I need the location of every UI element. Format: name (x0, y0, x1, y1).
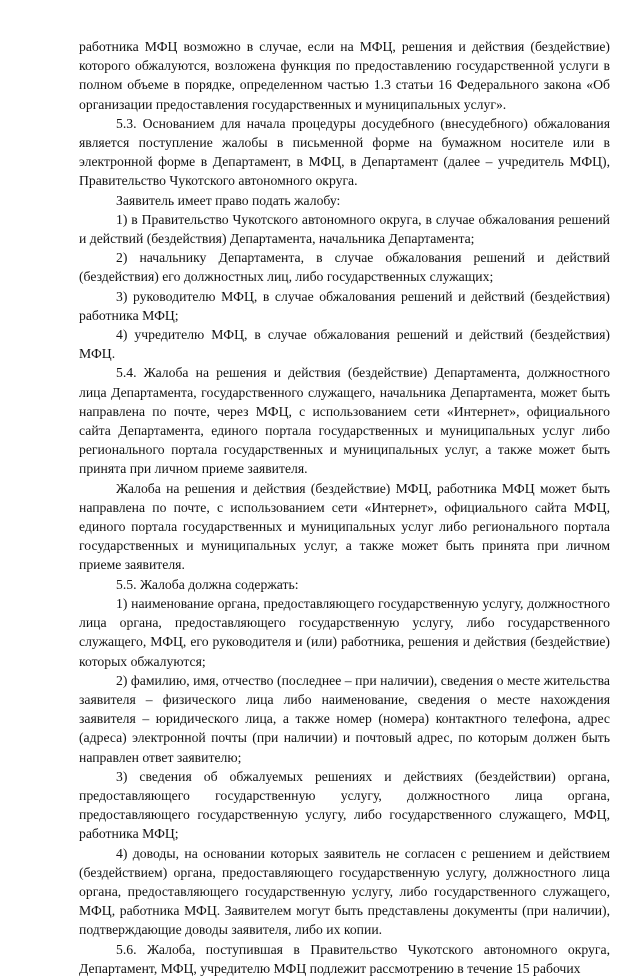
list-item-1-authority-name: 1) наименование органа, предоставляющего государственную услугу, должностного лица органа, предоставляющего государственную услугу, либо государственного служащего, МФЦ, его руководителя и (или) работника, решения и действия (бездействие) которых обжалуются; (79, 595, 610, 669)
list-item-2-applicant-details: 2) фамилию, имя, отчество (последнее – при наличии), сведения о месте жительства заявителя – физического лица либо наименование, сведения о месте нахождения заявителя – юридического лица, а также номер (номера) контактного телефона, адрес (адреса) электронной почты (при наличии) и почтовый адрес, по которым должен быть направлен ответ заявителю; (79, 672, 610, 765)
list-item-2-department-head: 2) начальнику Департамента, в случае обжалования решений и действий (бездействия) его должностных лиц, либо государственных служащих; (79, 250, 610, 285)
list-item-3-mfc-head: 3) руководителю МФЦ, в случае обжалования решений и действий (бездействия) работника МФЦ; (79, 288, 610, 323)
paragraph-mfc-complaint: Жалоба на решения и действия (бездействие) МФЦ, работника МФЦ может быть направлена по почте, с использованием сети «Интернет», официального сайта МФЦ, единого портала государственных и муниципальных услуг либо регионального портала государственных и муниципальных услуг, а также может быть принята при личном приеме заявителя. (79, 480, 610, 573)
list-item-1-government: 1) в Правительство Чукотского автономного округа, в случае обжалования решений и действий (бездействия) Департамента, начальника Департамента; (79, 211, 610, 247)
paragraph-mfc-employee-continuation: работника МФЦ возможно в случае, если на МФЦ, решения и действия (бездействие) которого обжалуются, возложена функция по предоставлению государственной услуги в полном объеме в порядке, определенном частью 1.3 статьи 16 Федерального закона «Об организации предоставления государственных и муниципальных услуг». (79, 39, 610, 112)
list-item-4-arguments: 4) доводы, на основании которых заявитель не согласен с решением и действием (бездействием) органа, предоставляющего государственную услугу, должностного лица органа, предоставляющего государственную услугу, либо государственного служащего, МФЦ, работника МФЦ. Заявителем могут быть представлены документы (при наличии), подтверждающие доводы заявителя, либо их копии. (79, 845, 610, 938)
paragraph-5-5-complaint-contents: 5.5. Жалоба должна содержать: (116, 576, 299, 592)
list-item-3-appealed-decisions: 3) сведения об обжалуемых решениях и действиях (бездействии) органа, предоставляющего государственную услугу, должностного лица органа, предоставляющего государственную услугу, либо государственного служащего, МФЦ, работника МФЦ; (79, 768, 610, 842)
paragraph-5-3-basis: 5.3. Основанием для начала процедуры досудебного (внесудебного) обжалования является поступление жалобы в письменной форме на бумажном носителе или в электронной форме в Департамент, в МФЦ, в Департамент (далее – учредитель МФЦ), Правительство Чукотского автономного округа. (79, 115, 610, 189)
paragraph-right-to-complain: Заявитель имеет право подать жалобу: (116, 192, 341, 208)
paragraph-5-6-review-term: 5.6. Жалоба, поступившая в Правительство Чукотского автономного округа, Департамент, МФЦ, учредителю МФЦ подлежит рассмотрению в течение 15 рабочих (79, 941, 610, 976)
list-item-4-mfc-founder: 4) учредителю МФЦ, в случае обжалования решений и действий (бездействия) МФЦ. (79, 327, 610, 362)
paragraph-5-4-department-complaint: 5.4. Жалоба на решения и действия (бездействие) Департамента, должностного лица Департамента, государственного служащего, начальника Департамента, может быть направлена по почте, через МФЦ, с использованием сети «Интернет», официального сайта Департамента, единого портала государственных и муниципальных услуг либо регионального портала государственных и муниципальных услуг, а также может быть принята при личном приеме заявителя. (79, 365, 610, 477)
